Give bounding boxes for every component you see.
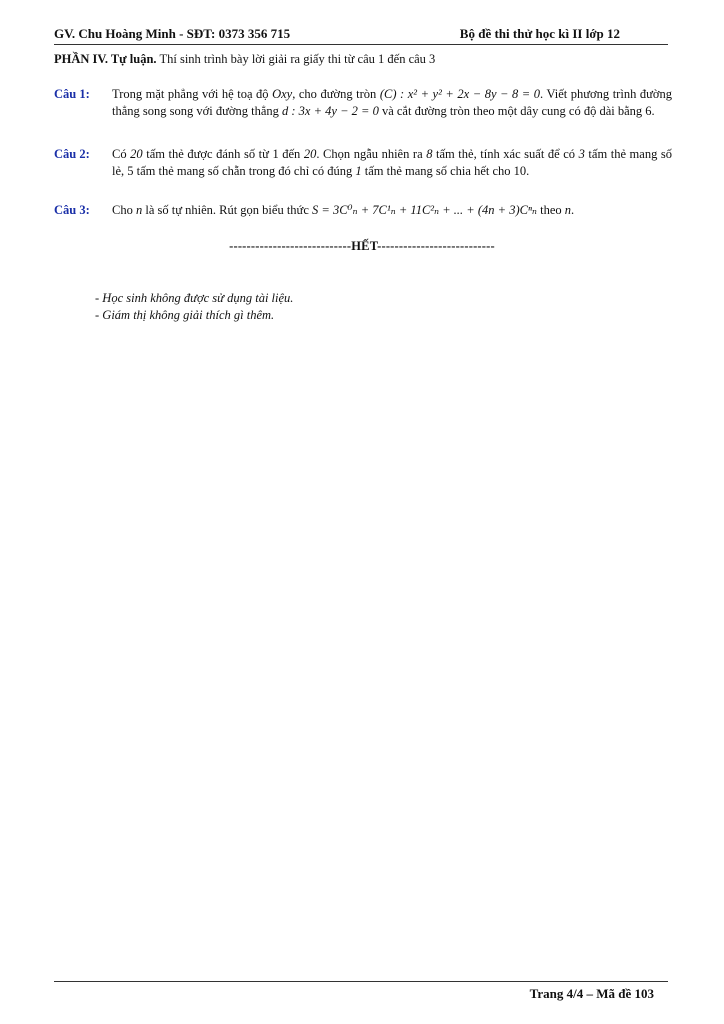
question-text: Trong mặt phẳng với hệ toạ độ Oxy, cho đường tròn (C) : x² + y² + 2x − 8y − 8 = 0. Viết phương trình đường thẳng song song với đường thẳng d : 3x + 4y − 2 = 0 và cắt đường tròn theo một dây cung có độ dài bằng 6. [112,87,672,118]
question-text: Cho n là số tự nhiên. Rút gọn biểu thức S = 3C⁰ₙ + 7C¹ₙ + 11C²ₙ + ... + (4n + 3)Cⁿₙ theo n. [112,203,575,217]
page-footer: Trang 4/4 – Mã đề 103 [529,986,654,1001]
math-expression: n [564,203,571,217]
math-expression: Oxy [272,87,293,101]
note-item: - Giám thị không giải thích gì thêm. [95,308,275,322]
header-divider [54,44,668,45]
question-2 [54,146,672,179]
question-label: Câu 3: [54,203,90,217]
section-heading [54,52,668,67]
math-expression: 8 [426,147,433,161]
math-expression: 20 [303,147,317,161]
math-expression: d : 3x + 4y − 2 = 0 [282,103,379,118]
math-expression: n [135,203,143,217]
end-marker: ----------------------------HẾT--------------------------- [229,239,495,253]
header-author: GV. Chu Hoàng Minh - SĐT: 0373 356 715 [54,26,291,41]
section-title: PHẦN IV. Tự luận. [54,52,157,66]
page-header [54,22,668,44]
math-expression: S = 3C⁰ₙ + 7C¹ₙ + 11C²ₙ + ... + (4n + 3)Cⁿₙ [312,203,537,217]
question-text: Có 20 tấm thẻ được đánh số từ 1 đến 20. Chọn ngẫu nhiên ra 8 tấm thẻ, tính xác suất để có 3 tấm thẻ mang số lẻ, 5 tấm thẻ mang số chẵn trong đó chỉ có đúng 1 tấm thẻ mang số chia hết cho 10. [112,147,673,178]
header-title: Bộ đề thi thử học kì II lớp 12 [459,26,620,41]
math-expression: 1 [355,163,362,178]
math-expression: 3 [578,147,585,161]
notes [95,290,293,324]
question-label: Câu 2: [54,147,90,161]
question-label: Câu 1: [54,87,90,101]
math-expression: (C) : x² + y² + 2x − 8y − 8 = 0 [379,87,541,101]
footer-divider [54,981,668,982]
question-1 [54,86,672,119]
math-expression: 20 [130,147,143,161]
note-item: - Học sinh không được sử dụng tài liệu. [95,291,294,305]
section-instruction: Thí sinh trình bày lời giải ra giấy thi từ câu 1 đến câu 3 [159,52,436,66]
question-3 [54,202,672,219]
